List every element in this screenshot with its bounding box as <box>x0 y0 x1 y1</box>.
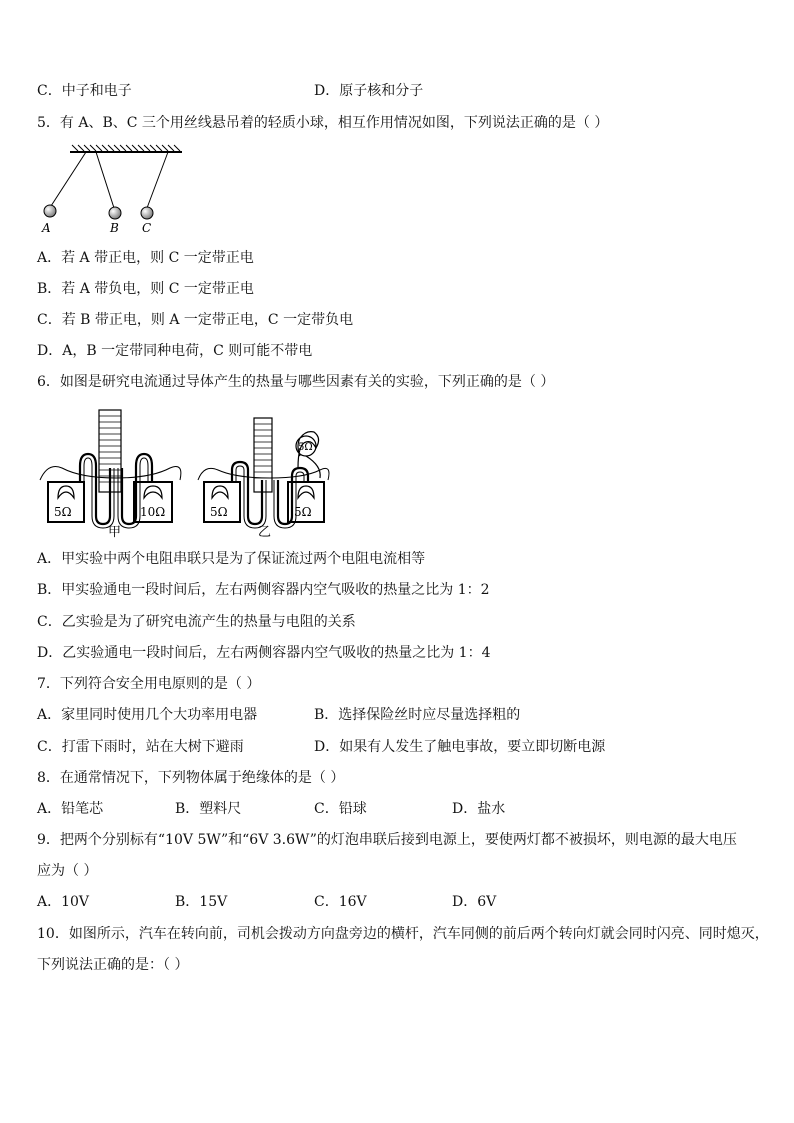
q7-option-c: C．打雷下雨时，站在大树下避雨 <box>37 739 244 755</box>
yi-caption: 乙 <box>258 525 272 540</box>
q6-stem: 6．如图是研究电流通过导体产生的热量与哪些因素有关的实验，下列正确的是（ ） <box>37 374 555 390</box>
q7-option-b: B．选择保险丝时应尽量选择粗的 <box>314 707 521 723</box>
q6-option-b: B．甲实验通电一段时间后，左右两侧容器内空气吸收的热量之比为 1：2 <box>37 582 490 598</box>
q7-option-d: D．如果有人发生了触电事故，要立即切断电源 <box>314 739 606 755</box>
ball-c <box>141 207 153 219</box>
q10-stem-line2: 下列说法正确的是：（ ） <box>37 957 189 973</box>
q9-stem-line1: 9．把两个分别标有“10V 5W”和“6V 3.6W”的灯泡串联后接到电源上，要使两灯都不被损坏，则电源的最大电压 <box>37 832 737 848</box>
q8-option-d: D．盐水 <box>452 801 506 817</box>
q9-option-d: D．6V <box>452 894 497 910</box>
q10-stem-line1: 10．如图所示，汽车在转向前，司机会拨动方向盘旁边的横杆，汽车同侧的前后两个转向灯就会同时闪亮、同时熄灭， <box>37 926 769 942</box>
yi-right-resistor: 5Ω <box>294 505 312 519</box>
jia-left-resistor: 5Ω <box>54 505 72 519</box>
q6-option-c: C．乙实验是为了研究电流产生的热量与电阻的关系 <box>37 614 356 630</box>
q5-option-b: B．若 A 带负电，则 C 一定带正电 <box>37 281 254 297</box>
q9-option-a: A．10V <box>37 894 90 910</box>
q8-stem: 8．在通常情况下，下列物体属于绝缘体的是（ ） <box>37 770 345 786</box>
jia-caption: 甲 <box>108 525 122 540</box>
q5-option-a: A．若 A 带正电，则 C 一定带正电 <box>37 250 254 266</box>
q9-option-c: C．16V <box>314 894 367 910</box>
q9-stem-line2: 应为（ ） <box>37 863 98 879</box>
q8-option-c: C．铅球 <box>314 801 367 817</box>
q7-option-a: A．家里同时使用几个大功率用电器 <box>37 707 258 723</box>
jia-right-resistor: 10Ω <box>140 505 166 519</box>
q5-pendulum-figure <box>30 144 200 236</box>
label-c: C <box>142 221 152 235</box>
q5-option-d: D．A，B 一定带同种电荷，C 则可能不带电 <box>37 343 313 359</box>
label-a: A <box>42 221 51 235</box>
label-b: B <box>110 221 119 235</box>
q6-heat-experiment-figure <box>36 408 336 540</box>
q5-option-c: C．若 B 带正电，则 A 一定带正电，C 一定带负电 <box>37 312 354 328</box>
q4-option-c: C．中子和电子 <box>37 83 132 99</box>
q8-option-a: A．铅笔芯 <box>37 801 104 817</box>
q6-option-a: A．甲实验中两个电阻串联只是为了保证流过两个电阻电流相等 <box>37 551 426 567</box>
q4-option-d: D．原子核和分子 <box>314 83 424 99</box>
q8-option-b: B．塑料尺 <box>175 801 242 817</box>
q7-stem: 7．下列符合安全用电原则的是（ ） <box>37 676 261 692</box>
yi-left-resistor: 5Ω <box>210 505 228 519</box>
q9-option-b: B．15V <box>175 894 228 910</box>
ball-b <box>109 207 121 219</box>
q6-option-d: D．乙实验通电一段时间后，左右两侧容器内空气吸收的热量之比为 1：4 <box>37 645 491 661</box>
yi-outer-resistor: 5Ω <box>298 442 313 453</box>
q5-stem: 5．有 A、B、C 三个用丝线悬吊着的轻质小球，相互作用情况如图，下列说法正确的是（ ） <box>37 115 609 131</box>
ball-a <box>44 205 56 217</box>
